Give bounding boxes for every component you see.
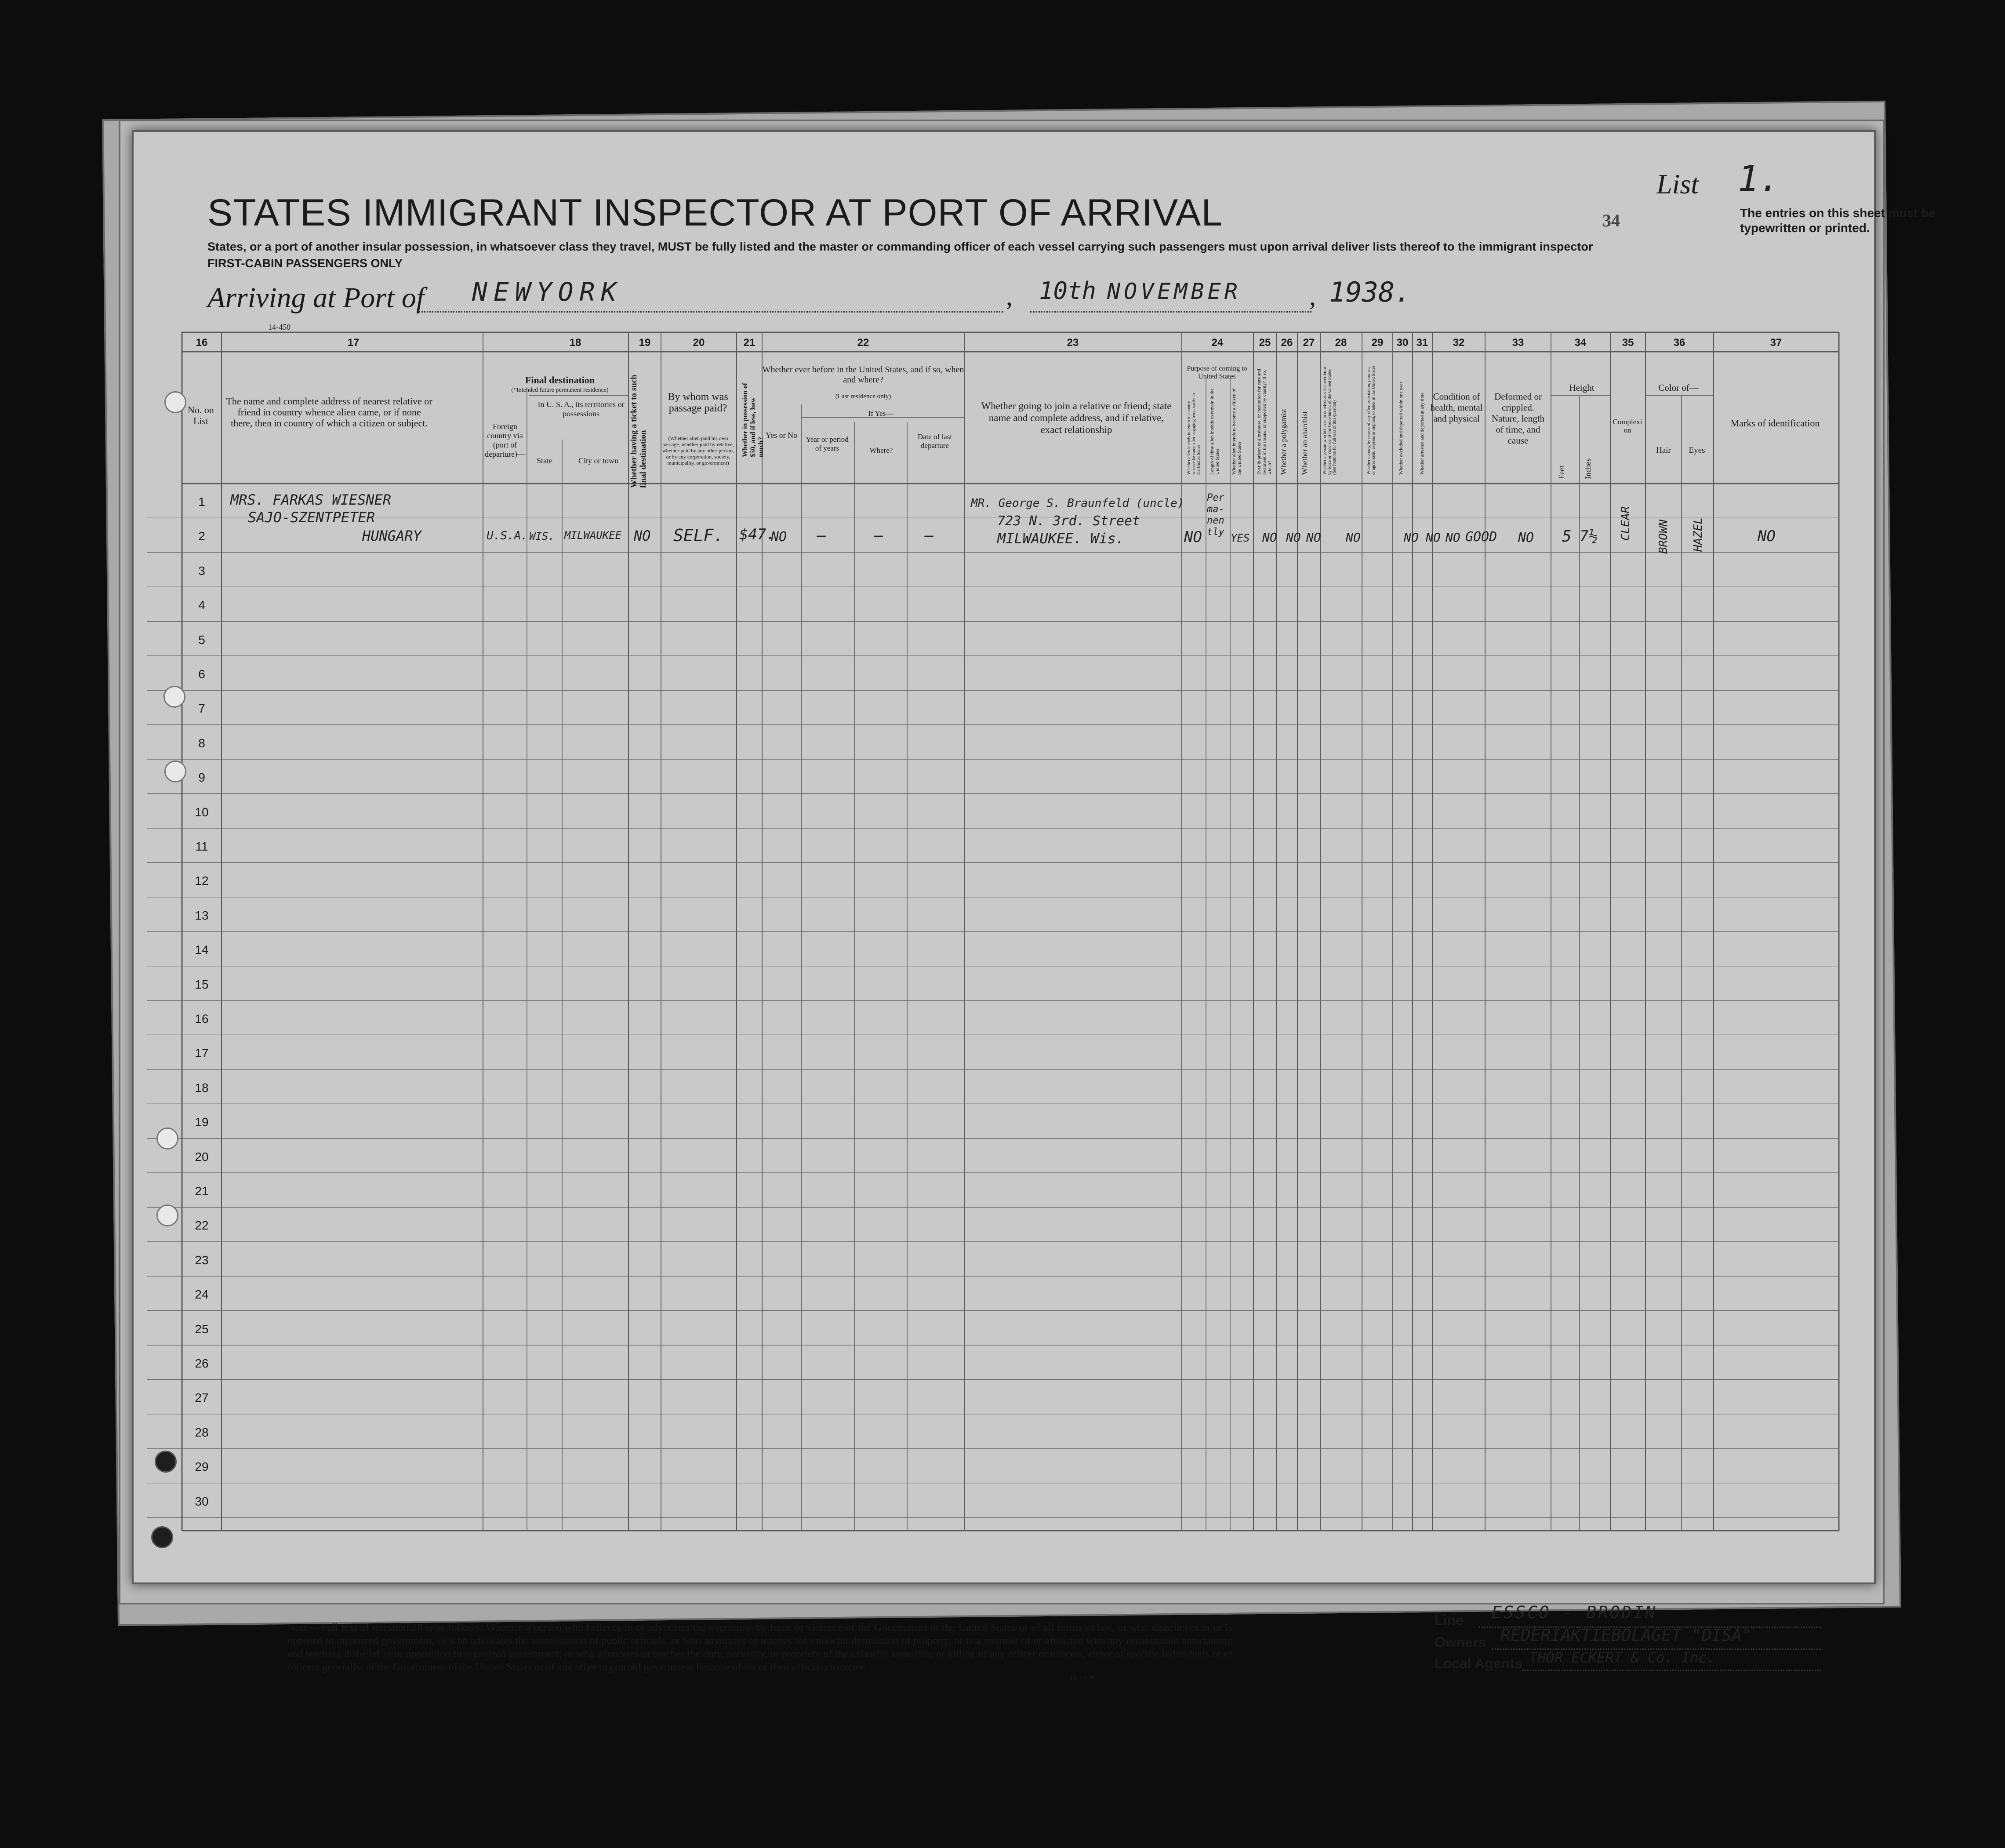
complexion-value: CLEAR xyxy=(1619,506,1632,541)
col18-city-header: City or town xyxy=(578,456,618,465)
local-agents-label: Local Agents xyxy=(1435,1655,1522,1671)
height-feet-value: 5 xyxy=(1562,527,1572,546)
row-number: 4 xyxy=(198,598,205,612)
comma-separator-2: , xyxy=(1309,282,1316,311)
punch-hole xyxy=(164,391,186,413)
row-number: 12 xyxy=(195,874,209,888)
citizen-value: YES xyxy=(1231,532,1250,544)
column-number: 30 xyxy=(1396,337,1409,349)
column-number: 16 xyxy=(196,337,208,349)
column-number: 32 xyxy=(1453,337,1465,349)
row-number: 19 xyxy=(195,1115,209,1129)
row-number: 6 xyxy=(198,667,205,681)
column-number: 34 xyxy=(1574,337,1587,349)
local-agents-value: THOR ECKERT & Co. Inc. xyxy=(1529,1649,1715,1666)
instruction-line: States, or a port of another insular possession, in whatsoever class they travel, MUST be fully listed and the master or commanding officer of each vessel carrying such passengers must upon arrival deliver lists thereof to the immigrant inspector xyxy=(207,240,1593,253)
join-name: MR. George S. Braunfeld (uncle) xyxy=(971,497,1184,510)
col36-eyes-header: Eyes xyxy=(1689,446,1705,455)
col18-state-header: State xyxy=(537,456,552,465)
marks-value: NO xyxy=(1758,527,1776,545)
column-number: 33 xyxy=(1512,337,1524,349)
col16-header: No. on List xyxy=(188,404,214,426)
col33-header: Deformed or crippled. Nature, length of time, and cause xyxy=(1491,391,1545,446)
stamp-number: 34 xyxy=(1602,211,1620,230)
column-number: 24 xyxy=(1211,337,1224,349)
col22-years-header: Year or period of years xyxy=(806,435,849,452)
col35-header: Complexion xyxy=(1613,418,1642,434)
shipping-line-value: ESSCO - BRODIN xyxy=(1492,1603,1657,1622)
column-number: 27 xyxy=(1303,337,1315,349)
column-number: 28 xyxy=(1335,337,1347,349)
agents-fill-line xyxy=(1522,1670,1821,1671)
punch-hole xyxy=(155,1451,177,1473)
join-address: 723 N. 3rd. Street xyxy=(997,513,1141,529)
relative-name: MRS. FARKAS WIESNER xyxy=(230,491,392,508)
column-number: 18 xyxy=(569,337,581,349)
row-number: 27 xyxy=(195,1391,209,1405)
col20-header: By whom was passage paid? xyxy=(668,391,728,414)
foreign-country-value: U.S.A. xyxy=(487,529,528,542)
port-value: NEWYORK xyxy=(472,277,623,307)
column-number: 22 xyxy=(857,337,869,349)
deported-value: NO xyxy=(1446,530,1460,545)
col22-yesno-header: Yes or No xyxy=(765,431,798,440)
polygamist-value: NO xyxy=(1286,530,1301,545)
row-number: 15 xyxy=(195,977,209,991)
punch-hole xyxy=(151,1526,173,1548)
column-number: 31 xyxy=(1416,337,1428,349)
col34-feet-header: Feet xyxy=(1557,466,1566,479)
row-number: 20 xyxy=(195,1150,209,1164)
city-value: MILWAUKEE xyxy=(564,529,622,542)
arrival-day: 10th xyxy=(1039,277,1097,305)
column-number: 26 xyxy=(1281,337,1293,349)
state-value: WIS. xyxy=(529,530,555,542)
col22-header: Whether ever before in the United States, and if so, when and where? xyxy=(762,365,964,385)
passenger-class-line: FIRST-CABIN PASSENGERS ONLY xyxy=(207,257,403,270)
col18-header: Final destination xyxy=(525,375,595,386)
column-number: 19 xyxy=(639,337,651,349)
col34-header: Height xyxy=(1569,382,1595,393)
row-number: 23 xyxy=(195,1253,209,1267)
row-number: 5 xyxy=(198,633,205,647)
hair-value: BROWN xyxy=(1657,519,1670,554)
row-number: 16 xyxy=(195,1012,209,1026)
col18-foreign-header: Foreign country via (port of departure)— xyxy=(485,422,525,458)
row-number: 13 xyxy=(195,908,209,922)
column-number: 25 xyxy=(1259,337,1271,349)
row-number: 1 xyxy=(198,495,205,509)
row-number: 29 xyxy=(195,1460,209,1474)
labor-value: NO xyxy=(1404,530,1419,545)
punch-hole xyxy=(163,686,185,708)
col23-header: Whether going to join a relative or friend; state name and complete address, and if relative, exact relationship xyxy=(981,400,1172,435)
row-number: 14 xyxy=(195,943,209,957)
excluded-value: NO xyxy=(1426,530,1441,545)
question-28-footnote: Note.—Full text of question 28 is as follows: Whether a person who believes in or advocates the overthrow by force or violence of the Government of the United States or of all forms of law, or who disbelieves in or is opposed to organized government, or who advocates the assassination of public officials, or who advocates or teaches the unlawful destruction of property, or is a member of or affiliated with any organization entertaining and teaching disbelief in or opposition to organized government, or who advocates or teaches the duty, necessity, or propriety of the unlawful assaulting or killing of any officer or officers, either of specific individuals or of officers generally, of the Government of the United States or of any other organized government because of his or their official character. xyxy=(287,1622,1232,1673)
line-label: Line xyxy=(1435,1612,1464,1628)
money-value: $47. xyxy=(739,526,775,543)
col25-header: Ever in prison or almshouse, or institution for care and treatment of the insane, or supported by charity? If so, which? xyxy=(1257,369,1272,475)
col22-date-header: Date of last departure xyxy=(917,433,952,450)
prison-value: NO xyxy=(1262,530,1277,545)
col19-header: Whether having a ticket to such final destination xyxy=(629,375,648,488)
col32-header: Condition of health, mental and physical xyxy=(1430,391,1483,424)
col29-header: Whether coming by reason of any offer, solicitation, promise, or agreement, express or implied, to labor in the United States xyxy=(1366,365,1376,475)
row-number: 26 xyxy=(195,1357,209,1370)
owners-label: Owners xyxy=(1435,1634,1486,1650)
where-value: — xyxy=(874,527,883,544)
comma-separator: , xyxy=(1006,282,1013,311)
col37-header: Marks of identification xyxy=(1730,418,1820,429)
row-number: 17 xyxy=(195,1046,209,1060)
col36-header: Color of— xyxy=(1658,382,1699,393)
row-number: 10 xyxy=(195,805,209,819)
eyes-value: HAZEL xyxy=(1692,517,1705,552)
row-number: 3 xyxy=(198,564,205,578)
col20-subheader: (Whether alien paid his own passage, whether paid by relative, whether paid by any other person, or by any corporation, society, municipality, or government) xyxy=(662,435,734,466)
arrival-month: NOVEMBER xyxy=(1107,279,1241,304)
join-city: MILWAUKEE. Wis. xyxy=(997,530,1124,547)
form-code: 14-450 xyxy=(268,323,291,331)
row-number: 9 xyxy=(198,771,205,785)
column-number: 35 xyxy=(1622,337,1634,349)
row-number: 11 xyxy=(195,840,208,853)
column-number: 23 xyxy=(1067,337,1079,349)
row-number: 2 xyxy=(198,529,205,543)
row-number: 7 xyxy=(198,702,205,716)
column-number: 17 xyxy=(347,337,360,349)
health-value: GOOD xyxy=(1465,529,1497,545)
row-number: 28 xyxy=(195,1425,209,1439)
col24c-header: Whether alien intends to become a citizen of the United States xyxy=(1231,388,1242,475)
relative-town: SAJO-SZENTPETER xyxy=(248,509,375,526)
punch-hole xyxy=(156,1204,178,1226)
col22-where-header: Where? xyxy=(869,446,893,455)
column-number: 20 xyxy=(693,337,705,349)
col18-usa-header: In U. S. A., its territories or possessions xyxy=(538,400,625,418)
col31-header: Whether arrested and deported at any time xyxy=(1420,393,1425,475)
typed-instruction-note: The entries on this sheet must be typewritten or printed. xyxy=(1740,206,1936,235)
anarchist-value: NO xyxy=(1306,530,1321,545)
row-number: 21 xyxy=(195,1184,209,1198)
col34-inches-header: Inches xyxy=(1584,458,1592,479)
col30-header: Whether excluded and deported within one year xyxy=(1398,382,1404,475)
years-value: — xyxy=(817,527,826,544)
row-number: 25 xyxy=(195,1322,209,1336)
arriving-port-label: Arriving at Port of xyxy=(207,282,425,314)
row-number: 22 xyxy=(195,1219,209,1233)
page-title: STATES IMMIGRANT INSPECTOR AT PORT OF ARRIVAL xyxy=(207,192,1223,234)
column-number: 36 xyxy=(1673,337,1685,349)
relative-country: HUNGARY xyxy=(362,527,421,544)
length-value: Perma-nently xyxy=(1207,492,1224,538)
col24-header: Purpose of coming to United States xyxy=(1187,365,1247,380)
column-number: 21 xyxy=(743,337,756,349)
overthrow-value: NO xyxy=(1346,530,1361,545)
ticket-value: NO xyxy=(634,527,651,544)
col21-header: Whether in possession of $50, and if less, how much? xyxy=(741,382,765,457)
height-inches-value: 7½ xyxy=(1580,527,1598,545)
col22-ifyes-header: If Yes— xyxy=(868,409,894,418)
list-number: 1. xyxy=(1738,158,1780,199)
date-departure-value: — xyxy=(925,527,934,544)
col18-subheader: (*Intended future permanent residence) xyxy=(511,387,609,393)
col22-subheader: (Last residence only) xyxy=(835,393,891,400)
col27-header: Whether an anarchist xyxy=(1300,411,1309,475)
footnote-form-code: 14—430 xyxy=(1070,1674,1094,1681)
before-us-value: NO xyxy=(771,529,787,545)
row-number: 8 xyxy=(198,736,205,750)
col36-hair-header: Hair xyxy=(1656,446,1671,455)
immigration-manifest-sheet xyxy=(132,130,1936,1681)
col24a-header: Whether alien intends to return to country whence he came after engaging temporarily in the United States xyxy=(1187,393,1201,475)
punch-hole xyxy=(164,760,186,782)
arrival-year: 1938. xyxy=(1329,276,1411,308)
col17-header: The name and complete address of nearest relative or friend in country whence alien came, or if none there, then in country of which a citizen or subject. xyxy=(226,396,432,429)
column-number: 37 xyxy=(1770,337,1782,349)
row-number: 30 xyxy=(195,1494,209,1508)
row-number: 18 xyxy=(195,1080,209,1095)
paid-by-value: SELF. xyxy=(673,526,724,545)
column-number: 29 xyxy=(1371,337,1384,349)
deformed-value: NO xyxy=(1518,530,1534,546)
punch-hole xyxy=(156,1128,178,1150)
row-number: 24 xyxy=(195,1288,209,1302)
table-grid xyxy=(134,132,1874,1582)
owners-value: REDERIAKTIEBOLAGET "DISA" xyxy=(1500,1626,1752,1645)
col24b-header: Length of time alien intends to remain in the United States xyxy=(1210,388,1220,475)
col28-header: Whether a person who believes in or advocates the overthrow by force or violence of the Government of the United States (See footnote for full text of this question) xyxy=(1322,366,1337,475)
col26-header: Whether a polygamist xyxy=(1279,408,1288,475)
list-label: List xyxy=(1656,168,1699,200)
return-value: NO xyxy=(1184,528,1202,546)
